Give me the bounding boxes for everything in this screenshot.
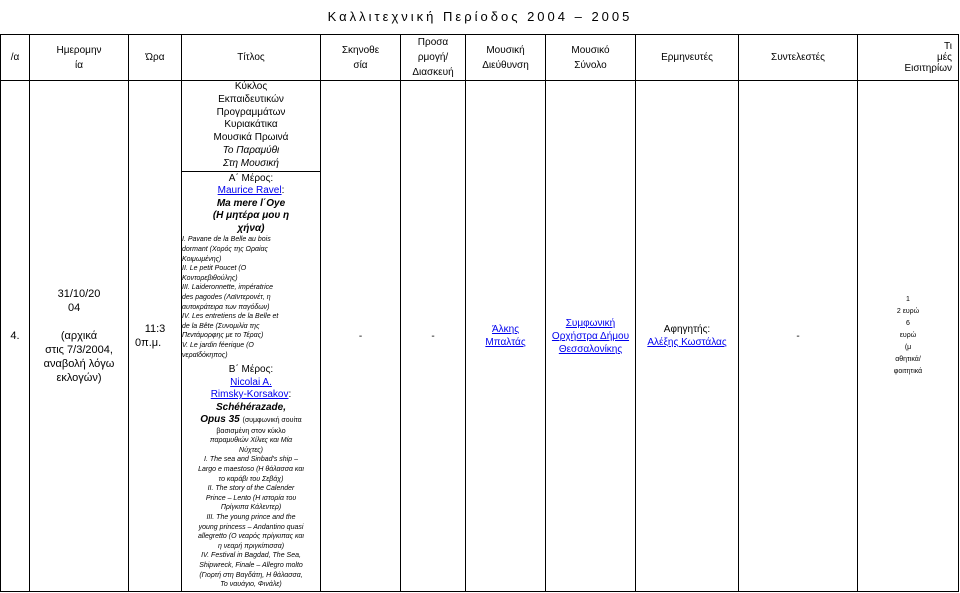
arrangement-cell: -	[401, 81, 466, 592]
composer-a-link[interactable]: Maurice Ravel	[217, 185, 282, 197]
performer-role: Αφηγητής:	[663, 324, 711, 335]
header-conductor: Μουσική Διεύθυνση	[466, 35, 546, 81]
event-row	[1, 81, 959, 172]
events-table	[0, 34, 959, 592]
part-a-label: Α΄ Μέρος:	[228, 172, 274, 184]
header-title: Τίτλος	[182, 35, 321, 81]
conductor-link[interactable]: Άλκης Μπαλτάς	[485, 324, 526, 348]
header-arrangement: Προσα ρμογή/ Διασκευή	[401, 35, 466, 81]
director-cell: -	[321, 81, 401, 592]
conductor-cell	[466, 81, 546, 592]
ensemble-link[interactable]: Συμφωνική Ορχήστρα Δήμου Θεσσαλονίκης	[551, 317, 630, 355]
event-date: 31/10/20 04 (αρχικά στις 7/3/2004, αναβολή λόγω εκλογών)	[30, 81, 129, 592]
header-tickets: Τι μές Εισιτηρίων	[858, 35, 959, 81]
performers-cell	[636, 81, 739, 592]
series-title: Κύκλος Εκπαιδευτικών Προγραμμάτων Κυριακάτικα Μουσικά Πρωινά Το Παραμύθι Στη Μουσική	[182, 81, 321, 172]
header-performers: Ερμηνευτές	[636, 35, 739, 81]
season-title: Καλλιτεχνική Περίοδος 2004 – 2005	[327, 9, 633, 24]
ensemble-cell	[546, 81, 636, 592]
header-date: Ημερομην ία	[30, 35, 129, 81]
ticket-prices: 1 2 ευρώ 6 ευρώ (μ αθητικά/ φοιτητικά	[858, 81, 959, 592]
row-number: 4.	[1, 81, 30, 592]
movements-a: I. Pavane de la Belle au bois dormant (Χορός της Ωραίας Κοιμωμένης) II. Le petit Poucet (Ο Κοντορεβιθούλης) III. Laideronnette, impératrice des pagodes (Λαϊντερονέτ, η αυτοκράτειρα των παγόδων) IV. Les entretiens de la Belle et de la Bête (Συνομιλία της Πεντάμορφης με το Τέρας) V. Le jardin féerique (Ο νεραϊδόκηπος)	[182, 236, 279, 359]
program-details: Α΄ Μέρος: Maurice Ravel: Ma mere l΄Oye (Η μητέρα μου η χήνα) I. Pavane de la Belle au bois dormant (Χορός της Ωραίας Κοιμωμένης) II. Le petit Poucet (Ο Κοντορεβιθούλης) III. Laideronnette, impératrice des pagodes (Λαϊντερονέτ, η αυτοκράτειρα των παγόδων) IV. Les entretiens de la Belle et de la Bête (Συνομιλία της Πεντάμορφης με το Τέρας) V. Le jardin féerique (Ο νεραϊδόκηπος) Β΄ Μέρος: Nicolai A. Rimsky-Korsakov: Schéhérazade, Opus 35 (συμφωνική σουίτα βασισμένη στον κύκλο παραμυθιών Χίλιες και Μία Νύχτες) I. The sea and Sinbad's ship – Largo e maestoso (Η θάλασσα και το καράβι του Σεβάχ) II. The story of the Calender Prince – Lento (Η ιστορία του Πρίγκιπα Κάλεντερ) III. The young prince and the young princess – Andantino quasi allegretto (Ο νεαρός πρίγκιπας και η νεαρή πριγκίπισσα) IV. Festival in Bagdad, The Sea, Shipwreck, Finale – Allegro molto (Γιορτή στη Βαγδάτη, Η θάλασσα, Το ναυάγιο, Φινάλε)	[182, 171, 321, 591]
header-time: Ώρα	[129, 35, 182, 81]
performer-link[interactable]: Αλέξης Κωστάλας	[647, 337, 727, 348]
header-director: Σκηνοθε σία	[321, 35, 401, 81]
header-no: /α	[1, 35, 30, 81]
header-row	[1, 35, 959, 81]
movements-b: I. The sea and Sinbad's ship – Largo e maestoso (Η θάλασσα και το καράβι του Σεβάχ) II. The story of the Calender Prince – Lento (Η ιστορία του Πρίγκιπα Κάλεντερ) III. The young prince and the young princess – Andantino quasi allegretto (Ο νεαρός πρίγκιπας και η νεαρή πριγκίπισσα) IV. Festival in Bagdad, The Sea, Shipwreck, Finale – Allegro molto (Γιορτή στη Βαγδάτη, Η θάλασσα, Το ναυάγιο, Φινάλε)	[198, 456, 304, 589]
composer-b-link[interactable]: Nicolai A. Rimsky-Korsakov	[210, 376, 289, 401]
part-b-label: Β΄ Μέρος:	[228, 364, 274, 376]
header-ensemble: Μουσικό Σύνολο	[546, 35, 636, 81]
contributors-cell: -	[739, 81, 858, 592]
header-contributors: Συντελεστές	[739, 35, 858, 81]
event-time: 11:3 0π.μ.	[129, 81, 182, 592]
